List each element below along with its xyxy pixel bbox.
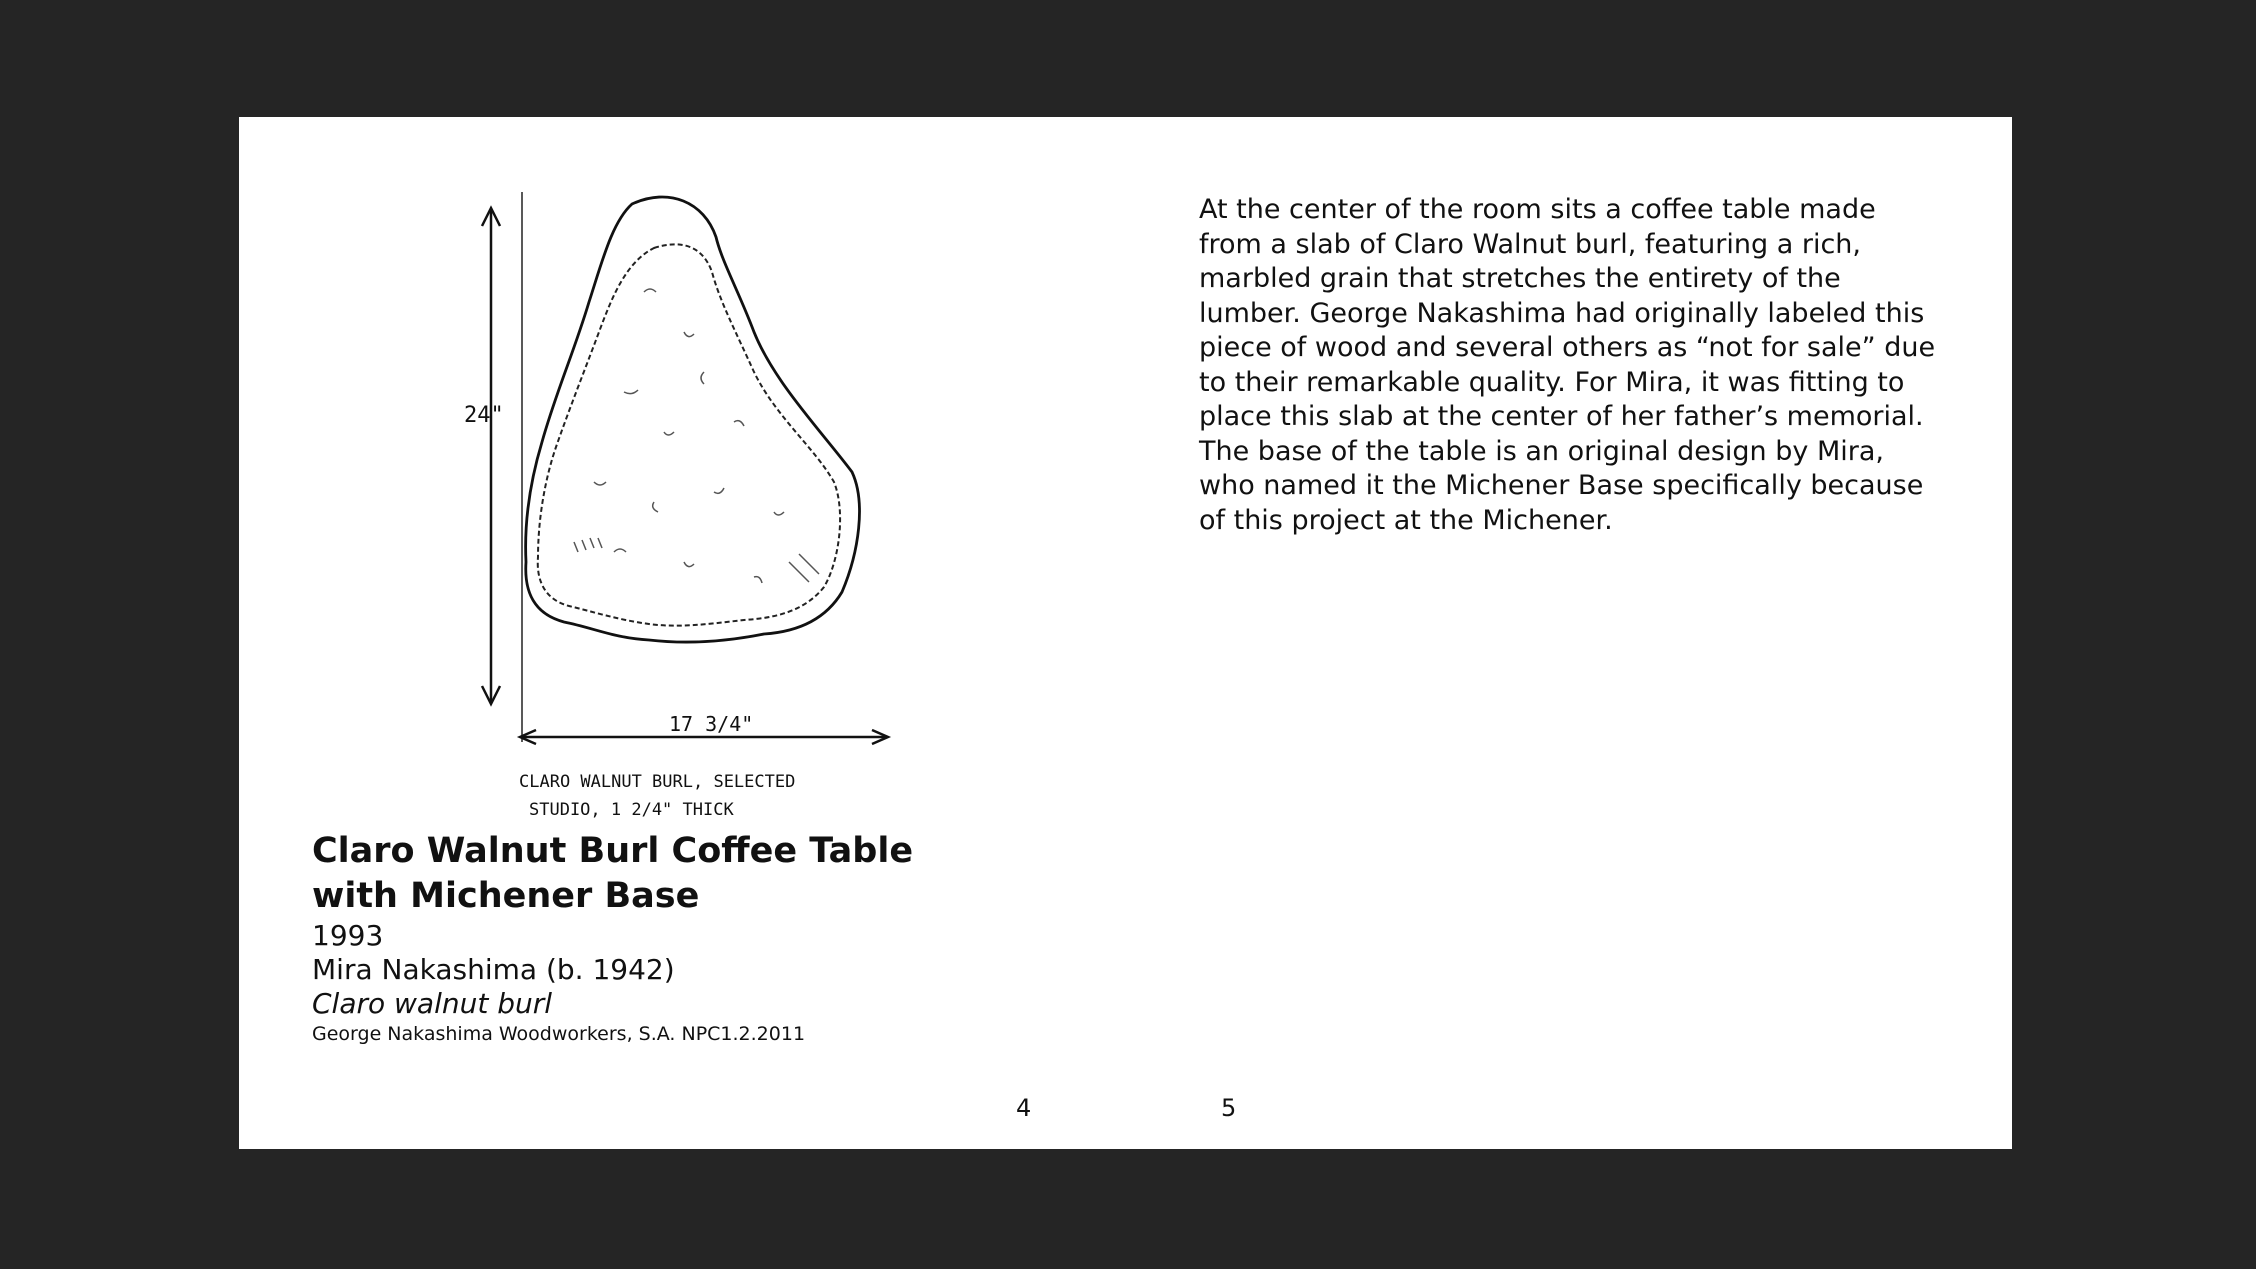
artwork-caption bbox=[312, 829, 1012, 1047]
paragraph-line: place this slab at the center of her father’s memorial. bbox=[1199, 401, 1924, 432]
paragraph-line: piece of wood and several others as “not for sale” due bbox=[1199, 332, 1936, 363]
page-number-right: 5 bbox=[1221, 1094, 1237, 1122]
burl-grain-marks bbox=[574, 289, 819, 583]
burl-slab-sketch bbox=[454, 182, 1134, 882]
paragraph-line: lumber. George Nakashima had originally labeled this bbox=[1199, 297, 1925, 329]
paragraph-line: The base of the table is an original design by Mira, bbox=[1199, 435, 1884, 467]
paragraph-line: marbled grain that stretches the entirety of the bbox=[1199, 263, 1841, 294]
slab-outline-outer bbox=[526, 197, 860, 642]
artwork-title-line1: Claro Walnut Burl Coffee Table bbox=[312, 831, 914, 871]
artwork-year: 1993 bbox=[312, 919, 384, 952]
page-number-left: 4 bbox=[1016, 1094, 1032, 1122]
sketch-note-line2: STUDIO, 1 2/4" THICK bbox=[529, 800, 734, 820]
paragraph-line: At the center of the room sits a coffee table made bbox=[1199, 194, 1876, 225]
paragraph-line: of this project at the Michener. bbox=[1199, 504, 1613, 536]
width-label: 17 3/4" bbox=[669, 712, 754, 736]
height-label: 24" bbox=[464, 403, 504, 428]
artwork-material: Claro walnut burl bbox=[312, 987, 553, 1020]
paragraph-line: to their remarkable quality. For Mira, it was fitting to bbox=[1199, 366, 1905, 398]
artwork-title-line2: with Michener Base bbox=[312, 876, 700, 916]
page-spread bbox=[239, 117, 2012, 1149]
description-paragraph bbox=[1199, 193, 1939, 538]
sketch-drawing bbox=[454, 182, 1134, 882]
artwork-credit: George Nakashima Woodworkers, S.A. NPC1.2.2011 bbox=[312, 1023, 806, 1045]
paragraph-line: from a slab of Claro Walnut burl, featuring a rich, bbox=[1199, 228, 1861, 260]
artwork-artist: Mira Nakashima (b. 1942) bbox=[312, 953, 675, 986]
sketch-note-line1: CLARO WALNUT BURL, SELECTED bbox=[519, 772, 796, 792]
paragraph-line: who named it the Michener Base specifically because bbox=[1199, 470, 1924, 501]
